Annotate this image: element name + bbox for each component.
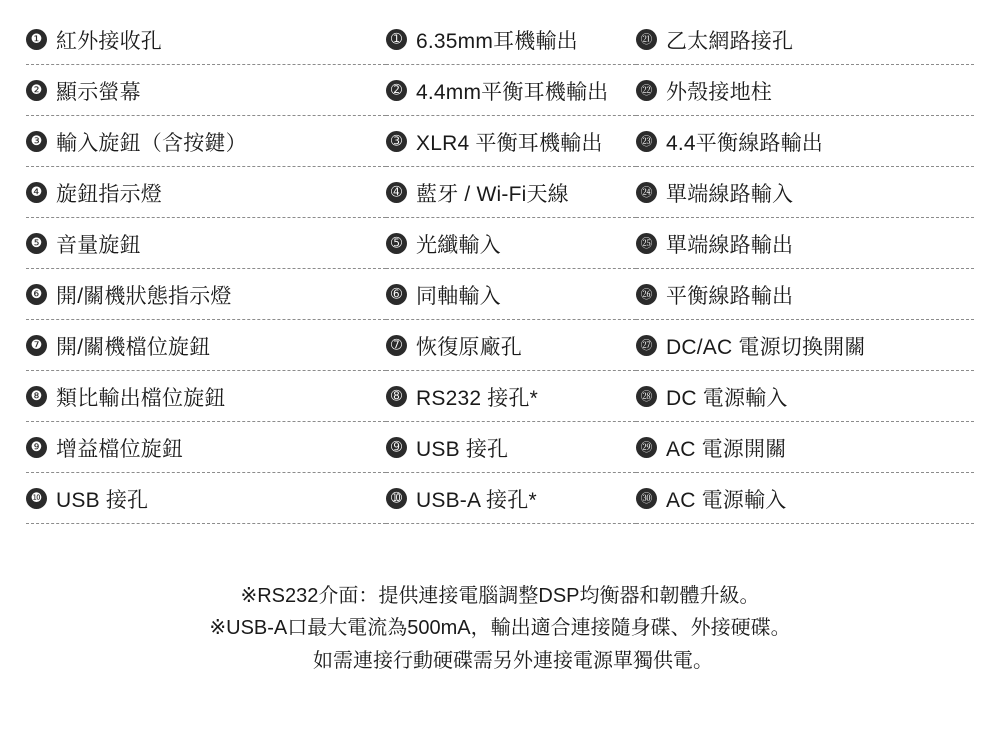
legend-item-number: ❼ [26, 335, 47, 356]
legend-item-number: ➈ [386, 437, 407, 458]
legend-item-label: 4.4mm平衡耳機輸出 [416, 80, 609, 104]
legend-item [386, 473, 636, 524]
legend-item-label: 6.35mm耳機輸出 [416, 29, 578, 53]
legend-item [26, 422, 386, 473]
legend-item-label: 顯示螢幕 [56, 80, 141, 104]
connector-legend-grid [26, 14, 974, 524]
legend-item-label: 4.4平衡線路輸出 [666, 131, 823, 155]
legend-item-number: ➀ [386, 29, 407, 50]
footnotes [26, 580, 974, 677]
legend-item-label: RS232 接孔* [416, 386, 539, 410]
legend-item-number: ➄ [386, 233, 407, 254]
legend-item-number: ㉔ [636, 182, 657, 203]
legend-item-label: 類比輸出檔位旋鈕 [56, 386, 226, 410]
footnote-line: ※RS232介面：提供連接電腦調整DSP均衡器和韌體升級。 [240, 585, 760, 607]
legend-item-label: USB 接孔 [56, 488, 149, 512]
legend-item [636, 269, 974, 320]
legend-item-number: ❶ [26, 29, 47, 50]
legend-item-number: ㉑ [636, 29, 657, 50]
legend-item [26, 167, 386, 218]
legend-item [636, 167, 974, 218]
legend-item-label: 外殼接地柱 [666, 80, 772, 104]
legend-item [26, 116, 386, 167]
legend-item-number: ❸ [26, 131, 47, 152]
legend-item [386, 320, 636, 371]
legend-item [386, 65, 636, 116]
legend-item-label: AC 電源輸入 [666, 488, 787, 512]
legend-item-number: ➆ [386, 335, 407, 356]
legend-item-label: 光纖輸入 [416, 233, 501, 257]
legend-item [636, 14, 974, 65]
legend-item-label: 單端線路輸出 [666, 233, 794, 257]
legend-item-number: ❺ [26, 233, 47, 254]
footnote-line: 如需連接行動硬碟需另外連接電源單獨供電。 [313, 649, 713, 672]
legend-item-label: 旋鈕指示燈 [56, 182, 162, 206]
legend-item-number: ㉓ [636, 131, 657, 152]
legend-item-label: 音量旋鈕 [56, 233, 141, 257]
legend-item [26, 320, 386, 371]
legend-item [386, 422, 636, 473]
legend-item-label: USB 接孔 [416, 437, 509, 461]
legend-item-number: ❾ [26, 437, 47, 458]
legend-item-number: ➉ [386, 488, 407, 509]
legend-item-label: USB-A 接孔* [416, 488, 537, 512]
legend-item-number: ❽ [26, 386, 47, 407]
legend-item-number: ➃ [386, 182, 407, 203]
legend-item-number: ❻ [26, 284, 47, 305]
legend-item-number: ㉕ [636, 233, 657, 254]
legend-item [386, 269, 636, 320]
legend-item [636, 116, 974, 167]
legend-item-label: 紅外接收孔 [56, 29, 162, 53]
legend-item [386, 218, 636, 269]
legend-item-number: ㉘ [636, 386, 657, 407]
legend-item-label: 藍牙 / Wi-Fi天線 [416, 182, 569, 206]
legend-item-number: ㉙ [636, 437, 657, 458]
legend-item [386, 371, 636, 422]
legend-item-label: 輸入旋鈕（含按鍵） [56, 131, 247, 155]
footnote-line: ※USB-A口最大電流為500mA，輸出適合連接隨身碟、外接硬碟。 [209, 617, 791, 640]
legend-item-label: 乙太網路接孔 [666, 29, 794, 53]
legend-item [636, 473, 974, 524]
legend-item [386, 167, 636, 218]
legend-item [26, 14, 386, 65]
legend-item [26, 65, 386, 116]
legend-item-label: 增益檔位旋鈕 [56, 437, 184, 461]
legend-item [636, 422, 974, 473]
legend-item-label: XLR4 平衡耳機輸出 [416, 131, 603, 155]
legend-item-number: ❷ [26, 80, 47, 101]
legend-item-label: 單端線路輸入 [666, 182, 794, 206]
legend-item-number: ➁ [386, 80, 407, 101]
legend-item-label: 開/關機狀態指示燈 [56, 284, 232, 308]
legend-item-number: ㉒ [636, 80, 657, 101]
legend-item-label: DC 電源輸入 [666, 386, 788, 410]
legend-item-label: 恢復原廠孔 [416, 335, 522, 359]
legend-item-label: DC/AC 電源切換開關 [666, 335, 866, 359]
legend-item-number: ➅ [386, 284, 407, 305]
legend-item-number: ㉖ [636, 284, 657, 305]
legend-item [386, 14, 636, 65]
legend-item [636, 371, 974, 422]
legend-item-label: AC 電源開關 [666, 437, 787, 461]
legend-item [636, 218, 974, 269]
legend-item [636, 320, 974, 371]
legend-item-number: ❹ [26, 182, 47, 203]
legend-item-label: 開/關機檔位旋鈕 [56, 335, 211, 359]
legend-item-number: ❿ [26, 488, 47, 509]
legend-item-number: ➇ [386, 386, 407, 407]
legend-item [386, 116, 636, 167]
legend-item [26, 269, 386, 320]
legend-item [636, 65, 974, 116]
legend-item-number: ㉚ [636, 488, 657, 509]
legend-item [26, 218, 386, 269]
legend-item-number: ㉗ [636, 335, 657, 356]
legend-item-label: 平衡線路輸出 [666, 284, 794, 308]
legend-item [26, 473, 386, 524]
legend-item-number: ➂ [386, 131, 407, 152]
legend-item [26, 371, 386, 422]
legend-item-label: 同軸輸入 [416, 284, 501, 308]
